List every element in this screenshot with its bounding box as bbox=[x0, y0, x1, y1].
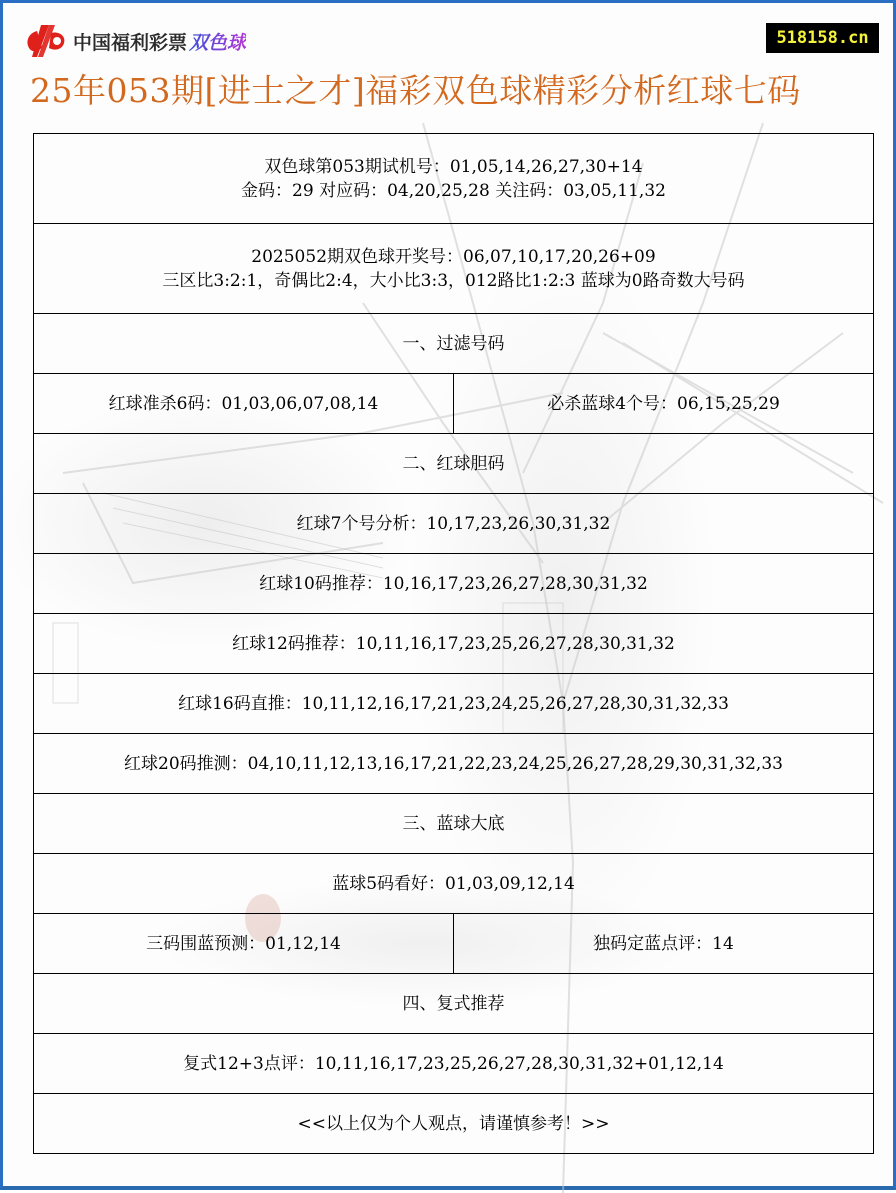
table-row-red10 bbox=[34, 554, 873, 614]
table-row-last-draw bbox=[34, 224, 873, 314]
table-row-blue5 bbox=[34, 854, 873, 914]
logo-game-name: 双色球 bbox=[189, 28, 246, 55]
red7-cell: 红球7个号分析：10,17,23,26,30,31,32 bbox=[296, 513, 611, 534]
table-row-red12 bbox=[34, 614, 873, 674]
trial-numbers-text: 双色球第053期试机号：01,05,14,26,27,30+14 bbox=[264, 156, 643, 177]
table-row-trial-numbers bbox=[34, 134, 873, 224]
section-heading-filter: 一、过滤号码 bbox=[402, 333, 505, 354]
section-heading-red-core: 二、红球胆码 bbox=[402, 453, 505, 474]
table-row-section-heading bbox=[34, 434, 873, 494]
table-row-blue-picks bbox=[34, 914, 873, 974]
table-row-compound bbox=[34, 1034, 873, 1094]
last-draw-stats-text: 三区比3:2:1，奇偶比2:4，大小比3:3，012路比1:2:3 蓝球为0路奇数大号码 bbox=[162, 270, 745, 291]
red20-cell: 红球20码推测：04,10,11,12,13,16,17,21,22,23,24,25,26,27,28,29,30,31,32,33 bbox=[124, 753, 783, 774]
table-row-section-heading bbox=[34, 314, 873, 374]
table-row-red16 bbox=[34, 674, 873, 734]
red12-cell: 红球12码推荐：10,11,16,17,23,25,26,27,28,30,31,32 bbox=[232, 633, 675, 654]
last-draw-cell bbox=[34, 224, 873, 313]
table-row-section-heading bbox=[34, 974, 873, 1034]
table-row-red20 bbox=[34, 734, 873, 794]
blue3-cell: 三码围蓝预测：01,12,14 bbox=[34, 914, 454, 973]
section-heading-blue-base: 三、蓝球大底 bbox=[402, 813, 505, 834]
red16-cell: 红球16码直推：10,11,12,16,17,21,23,24,25,26,27,28,30,31,32,33 bbox=[178, 693, 729, 714]
welfare-lottery-logo bbox=[23, 23, 246, 59]
page-title: 25年053期[进士之才]福彩双色球精彩分析红球七码 bbox=[30, 71, 801, 110]
lottery-logo-icon bbox=[23, 23, 67, 59]
analysis-table bbox=[33, 133, 874, 1154]
table-row-kill-numbers bbox=[34, 374, 873, 434]
table-row-section-heading bbox=[34, 794, 873, 854]
last-draw-text: 2025052期双色球开奖号：06,07,10,17,20,26+09 bbox=[251, 246, 656, 267]
disclaimer-cell: <<以上仅为个人观点，请谨慎参考！>> bbox=[297, 1113, 610, 1134]
golden-code-text: 金码：29 对应码：04,20,25,28 关注码：03,05,11,32 bbox=[241, 180, 666, 201]
table-row-disclaimer bbox=[34, 1094, 873, 1154]
red10-cell: 红球10码推荐：10,16,17,23,26,27,28,30,31,32 bbox=[259, 573, 648, 594]
site-badge: 518158.cn bbox=[766, 23, 879, 53]
table-row-red7 bbox=[34, 494, 873, 554]
blue5-cell: 蓝球5码看好：01,03,09,12,14 bbox=[332, 873, 575, 894]
trial-numbers-cell bbox=[34, 134, 873, 223]
red-kill-cell: 红球准杀6码：01,03,06,07,08,14 bbox=[34, 374, 454, 433]
logo-text: 中国福利彩票 bbox=[73, 31, 188, 54]
blue1-cell: 独码定蓝点评：14 bbox=[593, 933, 734, 954]
section-heading-compound: 四、复式推荐 bbox=[402, 993, 505, 1014]
blue-kill-cell: 必杀蓝球4个号：06,15,25,29 bbox=[547, 393, 780, 414]
compound-cell: 复式12+3点评：10,11,16,17,23,25,26,27,28,30,31,32+01,12,14 bbox=[183, 1053, 724, 1074]
